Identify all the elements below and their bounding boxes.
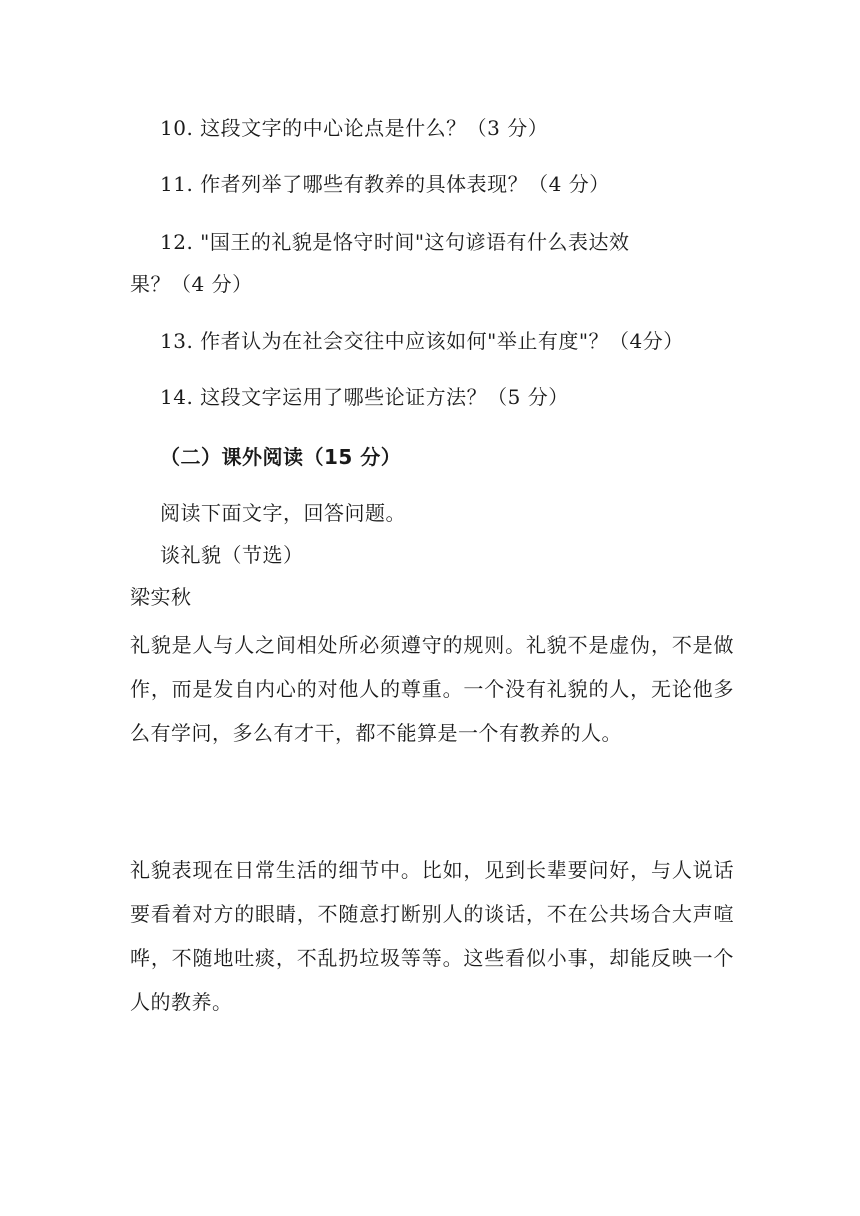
article-title: 谈礼貌（节选） bbox=[160, 543, 304, 567]
question-12-line-2: 果？（4 分） bbox=[130, 272, 253, 296]
question-11: 11. 作者列举了哪些有教养的具体表现？（4 分） bbox=[160, 172, 610, 196]
question-13: 13. 作者认为在社会交往中应该如何"举止有度"？（4分） bbox=[160, 329, 684, 353]
article-paragraph-2: 礼貌表现在日常生活的细节中。比如，见到长辈要问好，与人说话要看着对方的眼睛，不随意打断别人的谈话，不在公共场合大声喧哗，不随地吐痰，不乱扔垃圾等等。这些看似小事，却能反映一个人的教养。 bbox=[130, 858, 734, 1014]
question-10: 10. 这段文字的中心论点是什么？（3 分） bbox=[160, 116, 549, 140]
article-author: 梁实秋 bbox=[130, 585, 192, 609]
reading-instruction: 阅读下面文字，回答问题。 bbox=[160, 501, 406, 525]
section-heading: （二）课外阅读（15 分） bbox=[160, 445, 402, 469]
question-12-line-1: 12. "国王的礼貌是恪守时间"这句谚语有什么表达效 bbox=[160, 230, 630, 254]
question-14: 14. 这段文字运用了哪些论证方法？（5 分） bbox=[160, 385, 569, 409]
article-paragraph-1: 礼貌是人与人之间相处所必须遵守的规则。礼貌不是虚伪，不是做作，而是发自内心的对他人的尊重。一个没有礼貌的人，无论他多么有学问，多么有才干，都不能算是一个有教养的人。 bbox=[130, 633, 734, 745]
